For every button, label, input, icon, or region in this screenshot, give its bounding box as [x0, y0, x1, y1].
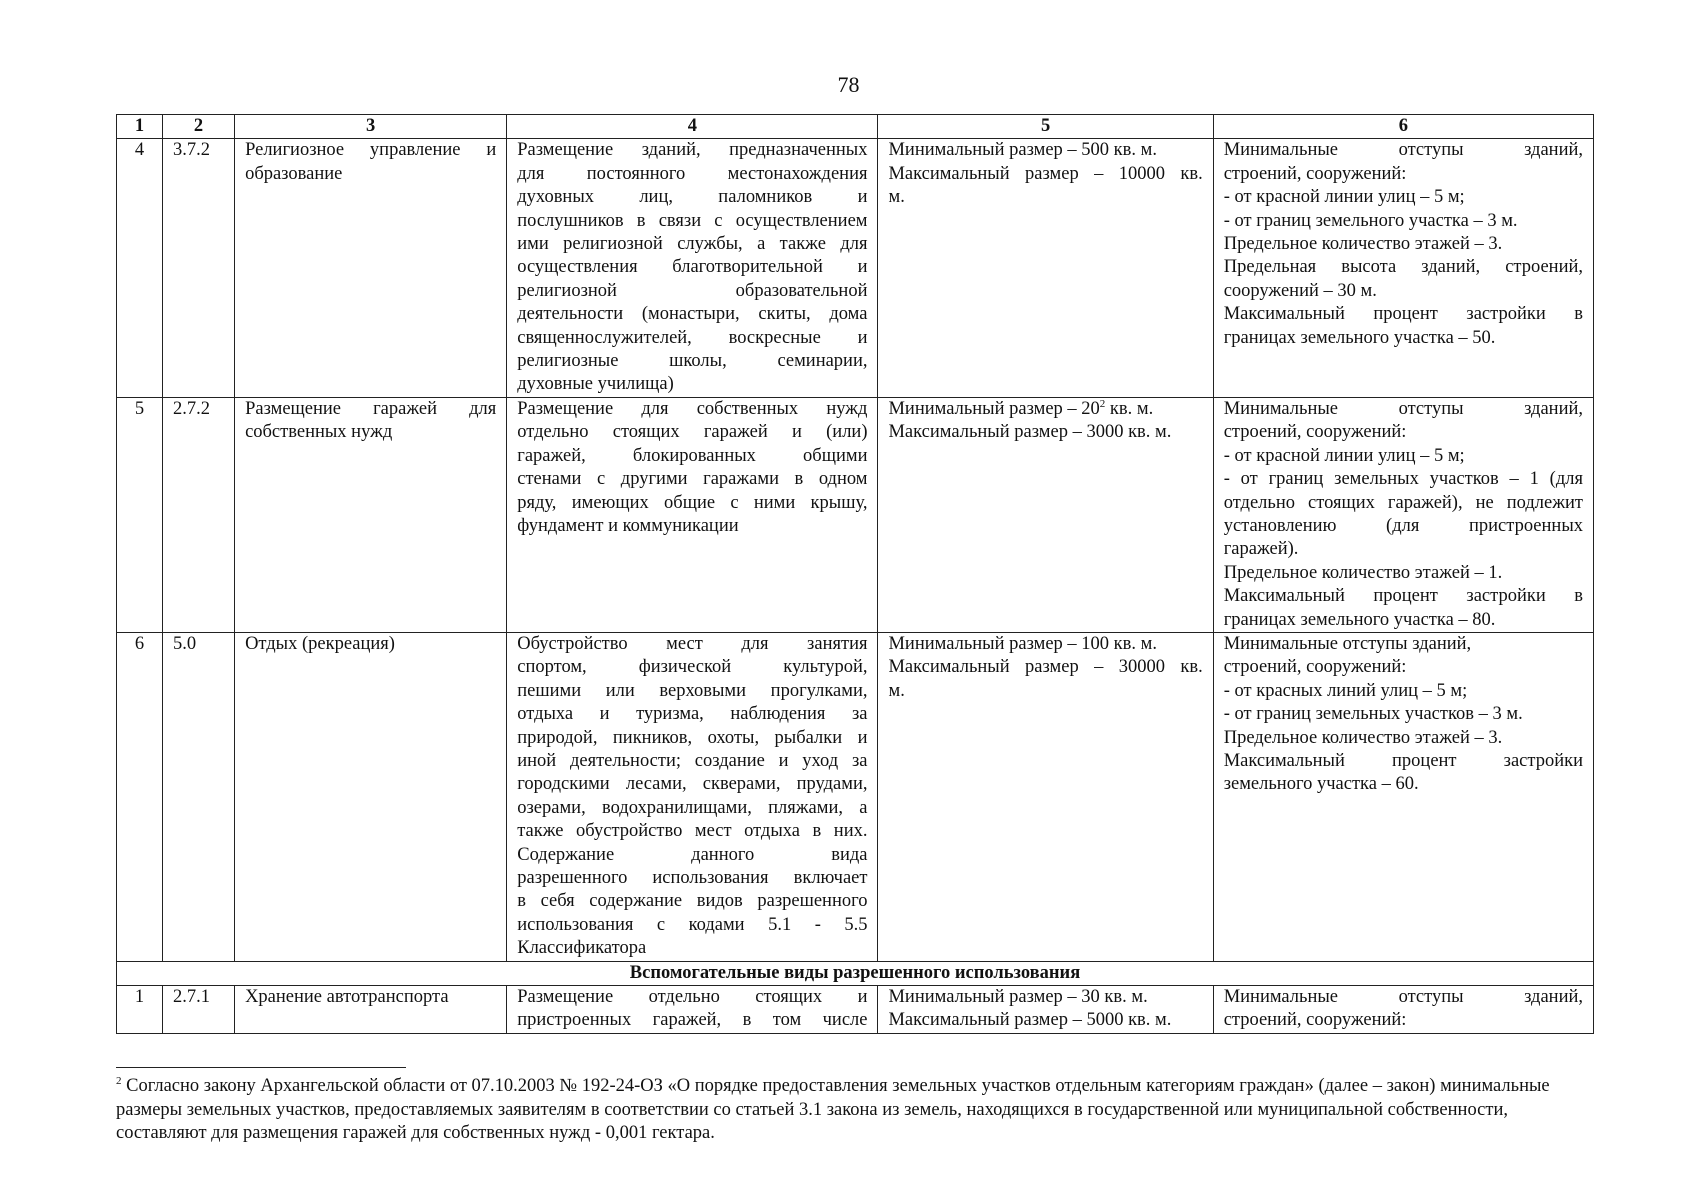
text-line: природой, пикников, охоты, рыбалки и: [517, 727, 868, 748]
use-code: 3.7.2: [163, 139, 235, 397]
text-line: установлению (для пристроенных: [1223, 515, 1583, 536]
text-line: - от красных линий улиц – 5 м;: [1223, 680, 1468, 701]
section-heading: Вспомогательные виды разрешенного использования: [117, 961, 1594, 985]
text-line: Хранение автотранспорта: [245, 987, 449, 1008]
text-line: также обустройство мест отдыха в них.: [517, 821, 868, 842]
size-min-text: Минимальный размер – 20: [888, 398, 1100, 419]
use-name: [235, 397, 507, 632]
text-line: фундамент и коммуникации: [517, 515, 739, 536]
text-line: Предельное количество этажей – 3.: [1223, 727, 1503, 748]
text-line: Максимальный процент застройки: [1223, 750, 1583, 771]
text-line: строений, сооружений:: [1223, 1010, 1407, 1031]
text-line: Максимальный размер – 5000 кв. м.: [888, 1010, 1172, 1031]
text-line: собственных нужд: [245, 422, 393, 443]
row-number: 6: [117, 632, 163, 961]
text-line: городскими лесами, скверами, прудами,: [517, 774, 868, 795]
column-header: 5: [878, 115, 1213, 139]
plot-size: [878, 139, 1213, 397]
text-line: пешими или верховыми прогулками,: [517, 680, 868, 701]
text-line: религиозной образовательной: [517, 280, 868, 301]
column-header: 3: [235, 115, 507, 139]
text-line: строений, сооружений:: [1223, 422, 1407, 443]
use-description: [507, 397, 878, 632]
text-line: Минимальный размер – 100 кв. м.: [888, 633, 1157, 654]
building-parameters: [1213, 139, 1593, 397]
text-line: м.: [888, 680, 905, 701]
text-line: религиозные школы, семинарии,: [517, 351, 868, 372]
column-header: 4: [507, 115, 878, 139]
building-parameters: [1213, 397, 1593, 632]
text-line: Минимальные отступы зданий,: [1223, 140, 1583, 161]
row-number: 5: [117, 397, 163, 632]
text-line: - от границ земельных участков – 1 (для: [1223, 469, 1583, 490]
table-row: [117, 986, 1594, 1034]
text-line: священнослужителей, воскресные и: [517, 327, 868, 348]
footnote-mark: 2: [116, 1074, 122, 1087]
text-line: Размещение отдельно стоящих и: [517, 987, 868, 1008]
text-line: Размещение зданий, предназначенных: [517, 140, 868, 161]
text-line: Предельная высота зданий, строений,: [1223, 257, 1583, 278]
text-line: - от красной линии улиц – 5 м;: [1223, 445, 1465, 466]
text-line: Религиозное управление и: [245, 140, 497, 161]
text-line: - от границ земельного участка – 3 м.: [1223, 210, 1518, 231]
text-line: Размещение гаражей для: [245, 398, 497, 419]
row-number: 4: [117, 139, 163, 397]
text-line: сооружений – 30 м.: [1223, 280, 1377, 301]
text-line: разрешенного использования включает: [517, 868, 868, 888]
text-line: строений, сооружений:: [1223, 657, 1407, 678]
text-line: духовные училища): [517, 374, 674, 395]
text-line: Размещение для собственных нужд: [517, 398, 868, 419]
text-line: Минимальные отступы зданий,: [1223, 987, 1583, 1008]
column-header: 2: [163, 115, 235, 139]
plot-size: [878, 632, 1213, 961]
text-line: использования с кодами 5.1 - 5.5: [517, 914, 868, 935]
use-description: [507, 986, 878, 1034]
table-header-row: [117, 115, 1594, 139]
use-name: [235, 632, 507, 961]
table-row: [117, 139, 1594, 397]
text-line: духовных лиц, паломников и: [517, 187, 868, 208]
building-parameters: [1213, 632, 1593, 961]
text-line: [888, 398, 1202, 421]
text-line: послушников в связи с осуществлением: [517, 210, 868, 231]
text-line: земельного участка – 60.: [1223, 774, 1419, 795]
column-header: 6: [1213, 115, 1593, 139]
text-line: Максимальный размер – 10000 кв.: [888, 163, 1203, 184]
footnote-divider: [116, 1067, 406, 1068]
text-line: стенами с другими гаражами в одном: [517, 469, 868, 490]
text-line: строений, сооружений:: [1223, 163, 1407, 184]
text-line: ими религиозной службы, а также для: [517, 234, 868, 255]
text-line: Максимальный процент застройки в: [1223, 586, 1583, 607]
use-description: [507, 632, 878, 961]
text-line: образование: [245, 163, 343, 184]
footnote-text: Согласно закону Архангельской области от 07.10.2003 № 192-24-ОЗ «О порядке предоставления земельных участков отдельным категориям граждан» (далее – закон) минимальные размеры земельных участков, предоставляемых заявителям в соответствии со статьей 3.1 закона из земель, находящихся в государственной или муниципальной собственности, составляют для размещения гаражей для собственных нужд - 0,001 гектара.: [116, 1076, 1550, 1143]
use-name: [235, 139, 507, 397]
text-line: Минимальный размер – 30 кв. м.: [888, 987, 1148, 1008]
text-line: иной деятельности; создание и уход за: [517, 750, 868, 771]
text-line: Минимальный размер – 500 кв. м.: [888, 140, 1157, 161]
text-line: Максимальный размер – 30000 кв.: [888, 657, 1203, 678]
text-line: Классификатора: [517, 938, 647, 959]
text-line: для постоянного местонахождения: [517, 163, 868, 184]
text-line: гаражей, блокированных общими: [517, 445, 868, 466]
text-line: Содержание данного вида: [517, 844, 868, 865]
section-row: [117, 961, 1594, 985]
building-parameters: [1213, 986, 1593, 1034]
text-line: Предельное количество этажей – 1.: [1223, 562, 1503, 583]
text-line: отдельно стоящих гаражей), не подлежит: [1223, 492, 1583, 513]
text-line: пристроенных гаражей, в том числе: [517, 1010, 868, 1031]
text-line: Минимальные отступы зданий,: [1223, 633, 1472, 654]
size-unit: кв. м.: [1105, 398, 1154, 419]
text-line: в себя содержание видов разрешенного: [517, 891, 868, 912]
plot-size: [878, 397, 1213, 632]
text-line: границах земельного участка – 80.: [1223, 609, 1496, 630]
text-line: спортом, физической культурой,: [517, 657, 868, 678]
text-line: границах земельного участка – 50.: [1223, 327, 1496, 348]
footnote: [116, 1075, 1596, 1146]
text-line: отдыха и туризма, наблюдения за: [517, 704, 868, 725]
text-line: ряду, имеющих общие с ними крышу,: [517, 492, 868, 513]
land-use-table: [116, 114, 1594, 1034]
text-line: гаражей).: [1223, 539, 1299, 560]
text-line: Отдых (рекреация): [245, 633, 395, 654]
text-line: деятельности (монастыри, скиты, дома: [517, 304, 868, 325]
table-row: [117, 397, 1594, 632]
plot-size: [878, 986, 1213, 1034]
text-line: осуществления благотворительной и: [517, 257, 868, 278]
row-number: 1: [117, 986, 163, 1034]
text-line: Минимальные отступы зданий,: [1223, 398, 1583, 419]
use-code: 5.0: [163, 632, 235, 961]
column-header: 1: [117, 115, 163, 139]
footnote-mark: 2: [1099, 397, 1106, 410]
text-line: - от границ земельных участков – 3 м.: [1223, 704, 1523, 725]
text-line: отдельно стоящих гаражей и (или): [517, 422, 868, 443]
use-code: 2.7.2: [163, 397, 235, 632]
text-line: озерами, водохранилищами, пляжами, а: [517, 797, 868, 818]
text-line: Обустройство мест для занятия: [517, 633, 868, 654]
table-row: [117, 632, 1594, 961]
page-number: 78: [837, 72, 860, 97]
use-code: 2.7.1: [163, 986, 235, 1034]
use-name: [235, 986, 507, 1034]
use-description: [507, 139, 878, 397]
text-line: Предельное количество этажей – 3.: [1223, 234, 1503, 255]
text-line: Максимальный размер – 3000 кв. м.: [888, 422, 1172, 443]
text-line: м.: [888, 187, 905, 208]
text-line: - от красной линии улиц – 5 м;: [1223, 187, 1465, 208]
text-line: Максимальный процент застройки в: [1223, 304, 1583, 325]
